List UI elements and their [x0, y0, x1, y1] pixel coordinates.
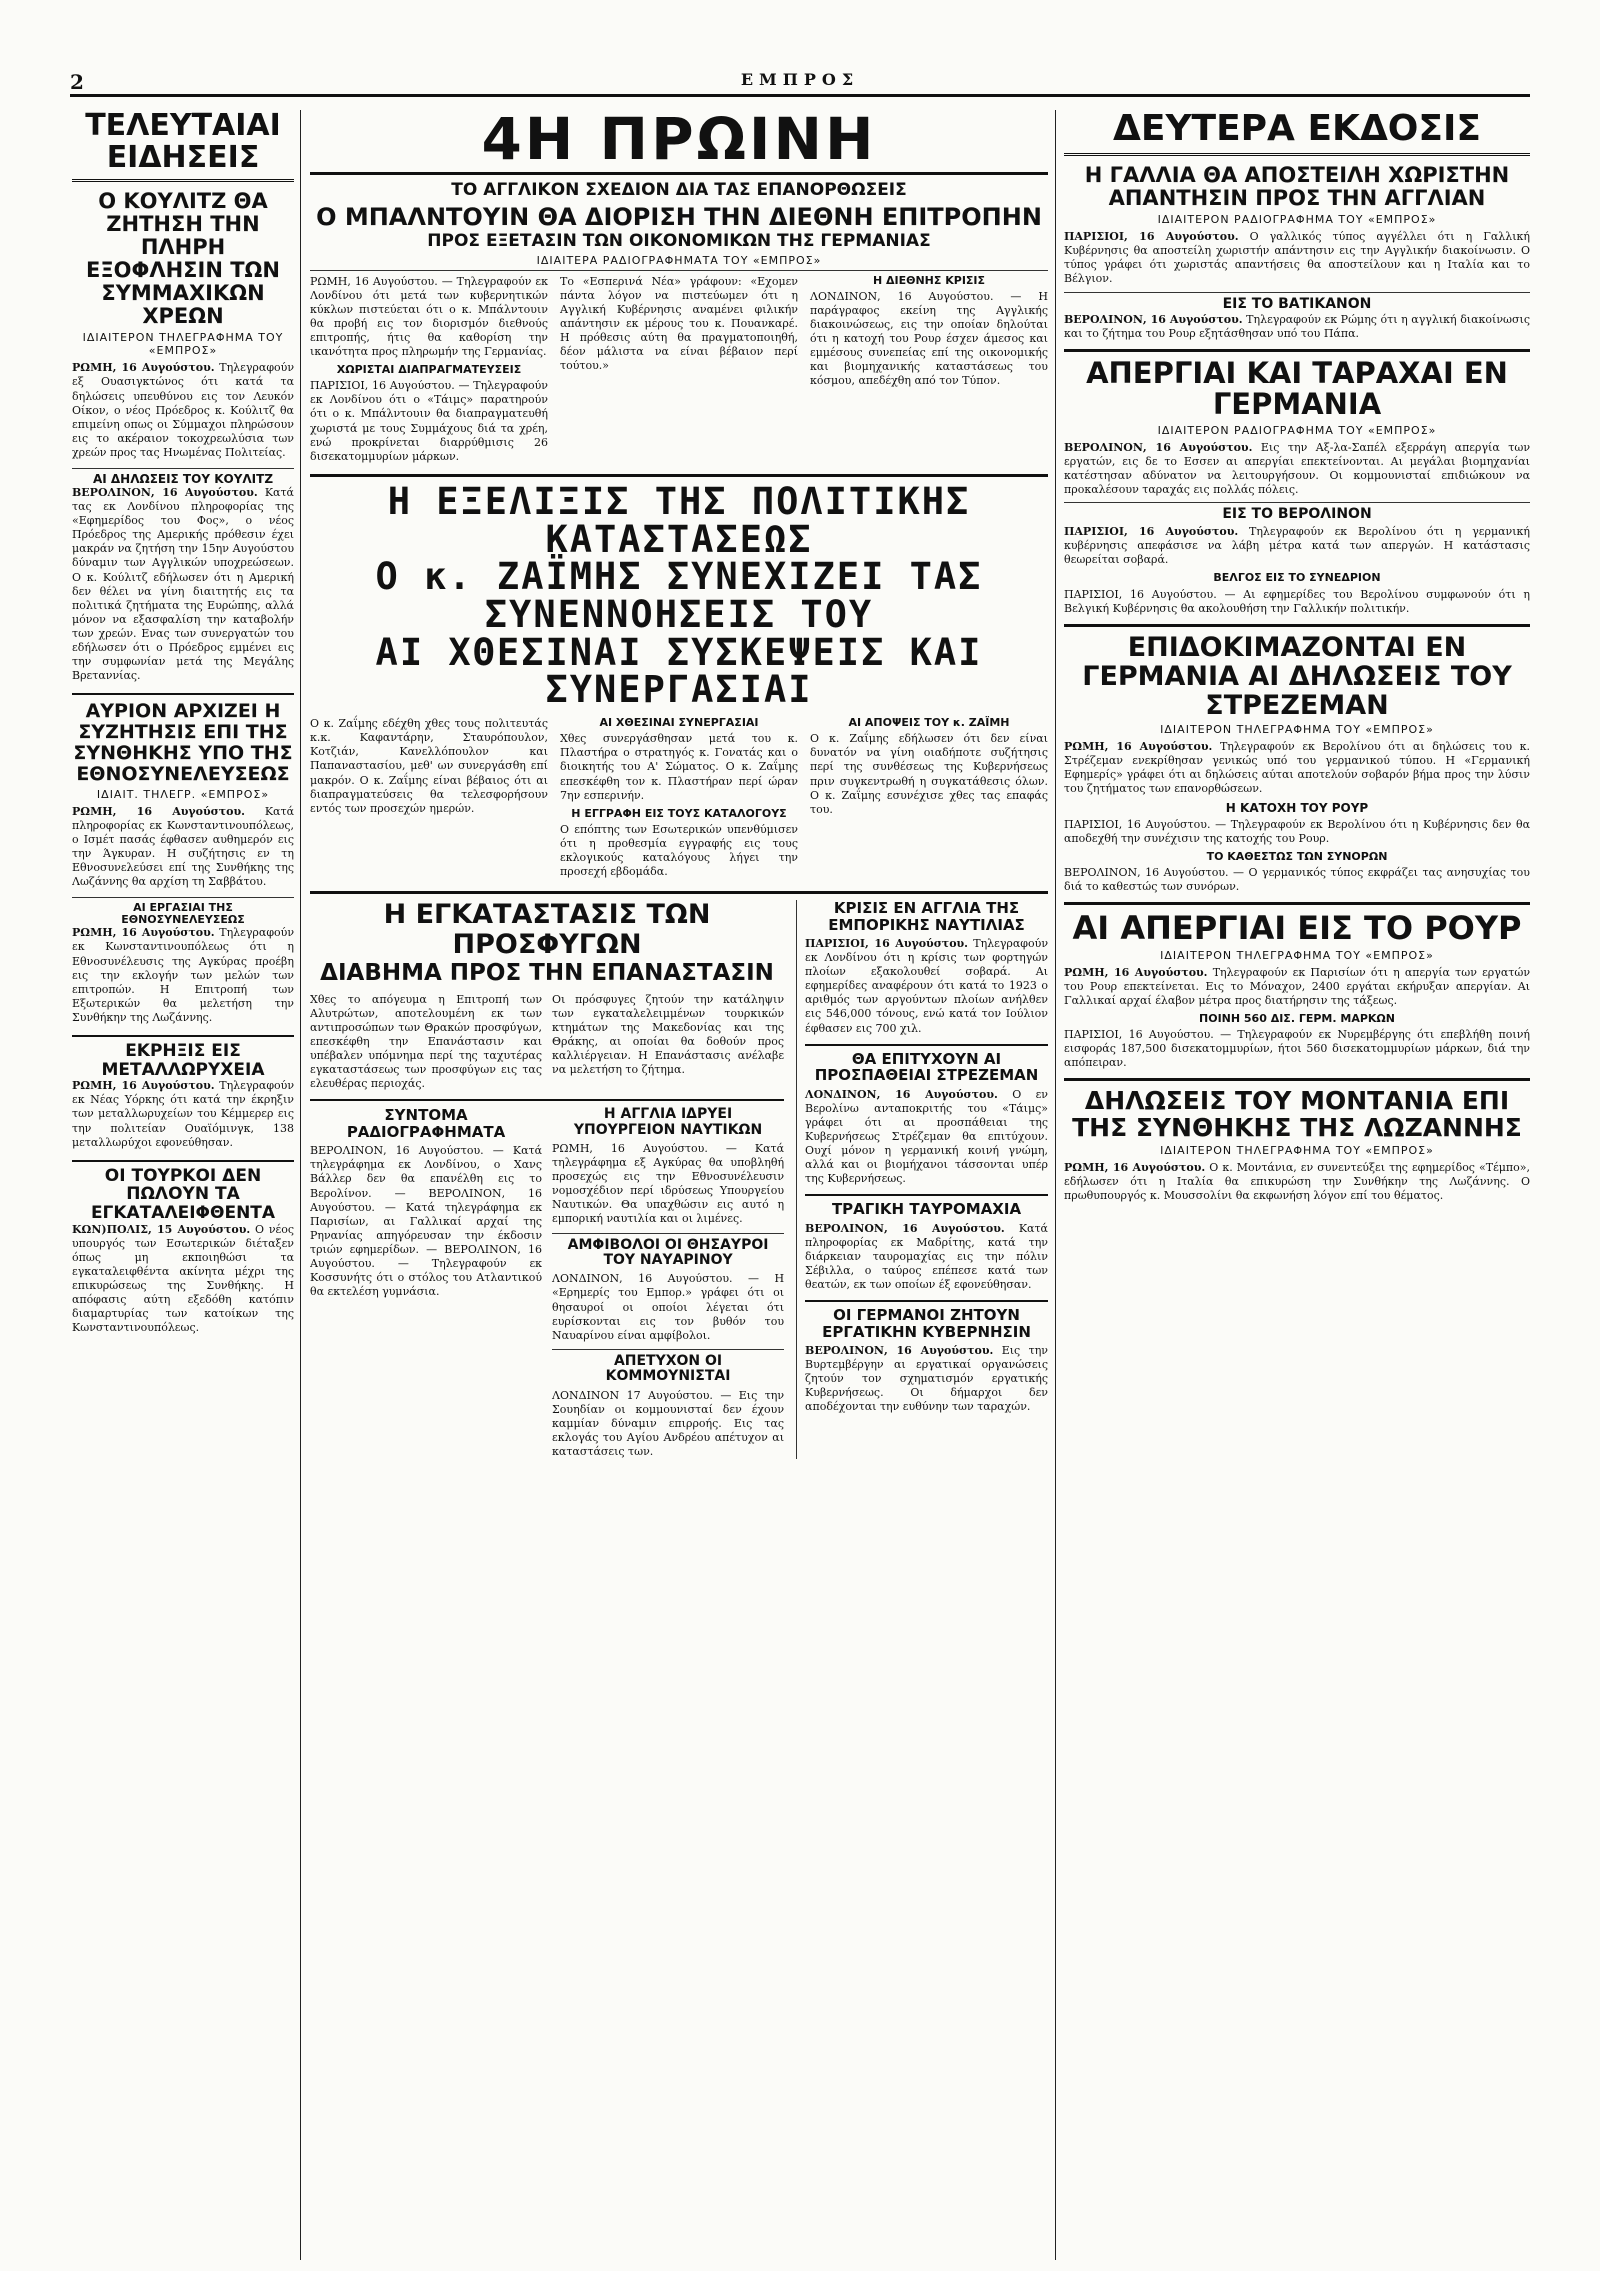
story-body: ΠΑΡΙΣΙΟΙ, 16 Αυγούστου. — Τηλεγραφούν εκ Νυρεμβέργης ότι επεβλήθη ποινή εισφοράς 187,500 δισεκατομμυρίων, ήτοι 560 δισεκατομμυρίων μάρκων, διά την απόπειραν. — [1064, 1027, 1530, 1070]
story-coolidge-statements — [72, 468, 294, 683]
headline: ΕΠΙΔΟΚΙΜΑΖΟΝΤΑΙ ΕΝ ΓΕΡΜΑΝΙΑ ΑΙ ΔΗΛΩΣΕΙΣ ΤΟΥ ΣΤΡΕΖΕΜΑΝ — [1082, 631, 1512, 722]
story-body: ΠΑΡΙΣΙΟΙ, 16 Αυγούστου. — Τηλεγραφούν εκ Λονδίνου ότι ο «Τάιμς» παρατηρούν ότι ο κ. Μπάλντουιν θα διαπραγματευθή χωριστά με τους Συμμάχους διά τα χρέη, ενώ προκρίνεται διαρρύθμισις 26 δισεκατομμυρίων μάρκων. — [310, 379, 548, 463]
story-body: Κατά πληροφορίας εκ Μαδρίτης, κατά την διάρκειαν ταυρομαχίας εις την πόλιν Σέβιλλα, ο ταύρος επέπεσε κατά των θεατών, εκ των οποίων έξ εφονεύθησαν. — [805, 1221, 1048, 1291]
story-stresemann-approval — [1064, 624, 1530, 894]
story-shipping — [805, 900, 1048, 1036]
subhead: ΤΟ ΚΑΘΕΣΤΩΣ ΤΩΝ ΣΥΝΟΡΩΝ — [1206, 849, 1388, 863]
subheading: ΙΔΙΑΙΤΕΡΟΝ ΤΗΛΕΓΡΑΦΗΜΑ ΤΟΥ «ΕΜΠΡΟΣ» — [82, 331, 284, 358]
subheading: ΙΔΙΑΙΤ. ΤΗΛΕΓΡ. «ΕΜΠΡΟΣ» — [96, 787, 270, 801]
story-assembly-work — [72, 897, 294, 1025]
story-body: ΠΑΡΙΣΙΟΙ, 16 Αυγούστου. — Τηλεγραφούν εκ Βερολίνου ότι η Κυβέρνησις δεν θα αποδεχθή την συνέχισιν της κατοχής του Ρουρ. — [1064, 817, 1530, 845]
story-radio — [310, 1107, 542, 1459]
headline: ΑΜΦΙΒΟΛΟΙ ΟΙ ΘΗΣΑΥΡΟΙ ΤΟΥ ΝΑΥΑΡΙΝΟΥ — [567, 1236, 769, 1268]
dateline: ΒΕΡΟΛΙΝΟΝ, 16 Αυγούστου. — [1064, 440, 1253, 454]
story-montagna — [1064, 1078, 1530, 1203]
headline: Η ΓΑΛΛΙΑ ΘΑ ΑΠΟΣΤΕΙΛΗ ΧΩΡΙΣΤΗΝ ΑΠΑΝΤΗΣΙΝ ΠΡΟΣ ΤΗΝ ΑΓΓΛΙΑΝ — [1084, 162, 1510, 210]
subhead: ΑΙ ΧΘΕΣΙΝΑΙ ΣΥΝΕΡΓΑΣΙΑΙ — [599, 716, 759, 730]
subheading: ΙΔΙΑΙΤΕΡΟΝ ΡΑΔΙΟΓΡΑΦΗΜΑ ΤΟΥ «ΕΜΠΡΟΣ» — [1157, 423, 1437, 437]
column-morning-edition — [310, 110, 1048, 2260]
story-body: ΡΩΜΗ, 16 Αυγούστου. — Τηλεγραφούν εκ Λονδίνου ότι μετά των κυβερνητικών κύκλων πιστεύεται ότι ο κ. Μπάλντουιν θα προβή εις τον διορισμόν διεθνούς επιτροπής, ήτις θα καθορίση την ικανότητα προς πληρωμήν της Γερμανίας. — [310, 274, 548, 359]
section-title: ΔΕΥΤΕΡΑ ΕΚΔΟΣΙΣ — [1064, 110, 1530, 156]
subheading: ΙΔΙΑΙΤΕΡΑ ΡΑΔΙΟΓΡΑΦΗΜΑΤΑ ΤΟΥ «ΕΜΠΡΟΣ» — [310, 254, 1048, 271]
story-mine-explosion — [72, 1035, 294, 1150]
story-reparations — [310, 181, 1048, 464]
story-politics — [310, 474, 1048, 879]
story-body: Τηλεγραφούν εκ Βερολίνου ότι αι δηλώσεις του κ. Στρέζεμαν ενεκρίθησαν γενικώς υπό του γερμανικού τύπου. Η «Γερμανική Εφημερίς» γράφει ότι αι δηλώσεις αύται αποτελούν σοβαρόν βήμα προς την λύσιν του ζητήματος των επανορθώσεων. — [1064, 740, 1530, 796]
subhead: ΠΟΙΝΗ 560 ΔΙΣ. ΓΕΡΜ. ΜΑΡΚΩΝ — [1199, 1011, 1395, 1025]
story-treasures — [552, 1233, 784, 1343]
story-body: Ο επόπτης των Εσωτερικών υπενθύμισεν ότι η προθεσμία εγγραφής εις τους εκλογικούς καταλόγους λήγει την προσεχή εβδομάδα. — [560, 822, 798, 879]
headline: ΟΙ ΤΟΥΡΚΟΙ ΔΕΝ ΠΩΛΟΥΝ ΤΑ ΕΓΚΑΤΑΛΕΙΦΘΕΝΤΑ — [72, 1160, 294, 1223]
headline: ΑΠΕΡΓΙΑΙ ΚΑΙ ΤΑΡΑΧΑΙ ΕΝ ΓΕΡΜΑΝΙΑ — [1086, 355, 1508, 422]
lower-left — [310, 900, 784, 1459]
headline: ΑΙ ΔΗΛΩΣΕΙΣ ΤΟΥ ΚΟΥΛΙΤΖ — [72, 468, 294, 486]
story-strikes-germany — [1064, 349, 1530, 616]
story-assembly — [72, 693, 294, 889]
dateline: ΒΕΡΟΛΙΝΟΝ, 16 Αυγούστου. — [72, 486, 258, 500]
story-communists — [552, 1349, 784, 1459]
headline: Ο ΚΟΥΛΙΤΖ ΘΑ ΖΗΤΗΣΗ ΤΗΝ ΠΛΗΡΗ ΕΞΟΦΛΗΣΙΝ ΤΩΝ ΣΥΜΜΑΧΙΚΩΝ ΧΡΕΩΝ — [86, 188, 280, 329]
headline: ΤΡΑΓΙΚΗ ΤΑΥΡΟΜΑΧΙΑ — [831, 1200, 1022, 1219]
dateline: ΡΩΜΗ, 16 Αυγούστου. — [72, 804, 245, 818]
story-ruhr-strikes — [1064, 902, 1530, 1070]
story-body: ΒΕΡΟΛΙΝΟΝ, 16 Αυγούστου. — Ο γερμανικός τύπος εκφράζει τας ανησυχίας του διά το καθεστώς των συνόρων. — [1064, 865, 1530, 894]
lower-section — [310, 891, 1048, 1459]
dateline: ΡΩΜΗ, 16 Αυγούστου. — [1064, 1161, 1206, 1175]
column-latest-news — [72, 110, 294, 2260]
story-coolidge — [72, 190, 294, 460]
story-turks — [72, 1160, 294, 1336]
story-columns — [310, 993, 784, 1092]
story-body: Ο κ. Ζαΐμης εδήλωσεν ότι δεν είναι δυνατόν να γίνη οιαδήποτε συζήτησις περί της συνθέσεως της Κυβερνήσεως πριν συγκεντρωθή η συγκατάθεσις όλων. Ο κ. Ζαΐμης εσυνέχισε χθες τας επαφάς του. — [810, 732, 1048, 816]
subheading: ΙΔΙΑΙΤΕΡΟΝ ΤΗΛΕΓΡΑΦΗΜΑ ΤΟΥ «ΕΜΠΡΟΣ» — [1160, 1144, 1434, 1158]
lower-left-stack — [552, 1107, 784, 1459]
headline: ΔΗΛΩΣΕΙΣ ΤΟΥ ΜΟΝΤΑΝΙΑ ΕΠΙ ΤΗΣ ΣΥΝΘΗΚΗΣ ΤΗΣ ΛΩΖΑΝΝΗΣ — [1072, 1086, 1522, 1143]
column-rule — [1055, 110, 1056, 2260]
dateline: ΚΩΝ)ΠΟΛΙΣ, 15 Αυγούστου. — [72, 1222, 251, 1236]
story-body: ΛΟΝΔΙΝΟΝ 17 Αυγούστου. — Εις την Σουηδίαν οι κομμουνισταί δεν έχουν καμμίαν δύναμιν επιρροής. Εις τας εκλογάς του Αγίου Ανδρέου απέτυχον αι καταστάσεις των. — [552, 1388, 785, 1458]
story-body: ΛΟΝΔΙΝΟΝ, 16 Αυγούστου. — Η «Ερημερίς του Εμπορ.» γράφει ότι οι θησαυροί οι οποίοι λέγεται ότι ευρίσκονται εις τον βυθόν του Ναυαρίνου είναι αμφίβολοι. — [552, 1272, 785, 1342]
headline: ΑΙ ΑΠΕΡΓΙΑΙ ΕΙΣ ΤΟ ΡΟΥΡ — [1072, 909, 1522, 948]
story-body: Τηλεγραφούν εκ Λονδίνου ότι η κρίσις των φορτηγών πλοίων εξακολουθεί σοβαρά. Αι εφημερίδες αναφέρουν ότι κατά το 1923 ο αριθμός των αργούντων πλοίων ανήλθεν εις 546,000 τόνους, ενώ κατά τον Ιούλιον έφθασεν εις 700 χιλ. — [805, 937, 1048, 1035]
masthead — [70, 70, 1530, 97]
story-body: Τηλεγραφούν εκ Νέας Υόρκης ότι κατά την έκρηξιν των μεταλλωρυχείων του Κέμμερερ εις την πολιτείαν Ουαϊόμινγκ, 138 μεταλλωρύχοι εφονεύθησαν. — [72, 1079, 294, 1149]
subhead: ΕΙΣ ΤΟ ΒΕΡΟΛΙΝΟΝ — [1064, 502, 1530, 522]
deck: ΠΡΟΣ ΕΞΕΤΑΣΙΝ ΤΩΝ ΟΙΚΟΝΟΜΙΚΩΝ ΤΗΣ ΓΕΡΜΑΝΙΑΣ — [427, 231, 931, 252]
story-bullfight — [805, 1194, 1048, 1292]
dateline: ΛΟΝΔΙΝΟΝ, 16 Αυγούστου. — [805, 1087, 998, 1101]
story-body: Ο κ. Ζαΐμης εδέχθη χθες τους πολιτευτάς κ.κ. Καφαντάρην, Σταυρόπουλον, Κοτζιάν, Κανελλόπουλον και Παπαναστασίου, μεθ' ων συνεργάσθη επί μακρόν. Ο κ. Ζαΐμης είναι βέβαιος ότι αι διαπραγματεύσεις θα τελεσφορήσουν εντός των προσεχών ημερών. — [310, 717, 548, 815]
story-refugees — [310, 900, 784, 1091]
headline: ΑΙ ΧΘΕΣΙΝΑΙ ΣΥΣΚΕΨΕΙΣ ΚΑΙ ΣΥΝΕΡΓΑΣΙΑΙ — [375, 630, 983, 712]
story-vatican — [1064, 292, 1530, 341]
story-column — [310, 717, 548, 879]
subhead: Η ΕΓΓΡΑΦΗ ΕΙΣ ΤΟΥΣ ΚΑΤΑΛΟΓΟΥΣ — [571, 806, 787, 820]
dateline: ΠΑΡΙΣΙΟΙ, 16 Αυγούστου. — [1064, 230, 1239, 244]
dateline: ΒΕΡΟΛΙΝΟΝ, 16 Αυγούστου. — [1064, 312, 1243, 326]
story-body: Οι πρόσφυγες ζητούν την κατάληψιν των εγκαταλελειμμένων τουρκικών κτημάτων της Μακεδονίας και της Θράκης, αι οποίαι θα δοθούν προς καλλιέργειαν. Η Επανάστασις ανέλαβε να μελετήση το ζήτημα. — [552, 992, 785, 1077]
subhead: Η ΚΑΤΟΧΗ ΤΟΥ ΡΟΥΡ — [1225, 800, 1369, 815]
page-number: 2 — [70, 70, 84, 94]
story-france-reply — [1064, 164, 1530, 287]
story-body: Χθες συνεργάσθησαν μετά του κ. Πλαστήρα ο στρατηγός κ. Γονατάς και ο διοικητής του Α' Σώματος. Ο κ. Ζαΐμης επεσκέφθη τον κ. Πλαστήραν περί ώραν 7ην εσπερινήν. — [560, 732, 798, 802]
story-body: Κατά τας εκ Λονδίνου πληροφορίας της «Εφημερίδος του Φος», ο νέος Πρόεδρος της Αμερικής πρόθεσιν έχει μακράν να ζητήση την 15ην Αυγούστου δύναμιν των Αγγλικών υποχρεώσεων. Ο κ. Κούλιτζ εδήλωσεν ότι η Αμερική δεν θέλει να γίνη διαιτητής εις τα πολιτικά ζητήματα της Ευρώπης, αλλά μόνον να εξασφαλίση την καταβολήν των χρεών. Ενας των συνεργατών του εδήλωσεν ότι ο Πρόεδρος εμμένει εις την συμφωνίαν μετά της Μεγάλης Βρεταννίας. — [72, 486, 294, 683]
dateline: ΒΕΡΟΛΙΝΟΝ, 16 Αυγούστου. — [805, 1221, 1005, 1235]
story-body: Ο κ. Μοντάνια, εν συνεντεύξει της εφημερίδος «Τέμπο», εδήλωσεν ότι η Ιταλία θα επικυρώση την Συνθήκην της Λωζάννης. Ο πρωθυπουργός κ. Μουσσολίνι θα εκφωνήση λόγον επί του θέματος. — [1064, 1161, 1530, 1203]
story-body: Εις την Βυρτεμβέργην αι εργατικαί οργανώσεις ζητούν τον σχηματισμόν εργατικής Κυβερνήσεως. Οι δήμαρχοι δεν αποδέχονται την ευθύνην των ταραχών. — [805, 1344, 1048, 1414]
story-body: Το «Εσπερινά Νέα» γράφουν: «Εχομεν πάντα λόγον να πιστεύωμεν ότι η Αγγλική Κυβέρνησις αναμένει φιλικήν απάντησιν εκ μέρους του κ. Πουανκαρέ. Η πρόθεσις αύτη θα πραγματοποιηθή, δέον μάλιστα να είναι βέβαιον περί τούτου.» — [560, 274, 798, 373]
headline: ΘΑ ΕΠΙΤΥΧΟΥΝ ΑΙ ΠΡΟΣΠΑΘΕΙΑΙ ΣΤΡΕΖΕΜΑΝ — [814, 1049, 1039, 1085]
dateline: ΡΩΜΗ, 16 Αυγούστου. — [72, 926, 215, 940]
headline: ΑΙ ΕΡΓΑΣΙΑΙ ΤΗΣ ΕΘΝΟΣΥΝΕΛΕΥΣΕΩΣ — [72, 897, 294, 926]
story-body: ΒΕΡΟΛΙΝΟΝ, 16 Αυγούστου. — Κατά τηλεγράφημα εκ Λονδίνου, ο Χανς Βάλλερ δεν θα επανέλθη εις το Βερολίνον. — ΒΕΡΟΛΙΝΟΝ, 16 Αυγούστου. — Κατά τηλεγράφημα εκ Παρισίων, αι Γαλλικαί αρχαί της Ρηνανίας απηγόρευσαν την έκδοσιν τριών εφημερίδων. — ΒΕΡΟΛΙΝΟΝ, 16 Αυγούστου. — Τηλεγραφούν εκ Κοσσυνήτς ότι ο στόλος του Ατλαντικού θα εκτελέση γυμνάσια. — [310, 1144, 543, 1299]
kicker: ΤΟ ΑΓΓΛΙΚΟΝ ΣΧΕΔΙΟΝ ΔΙΑ ΤΑΣ ΕΠΑΝΟΡΘΩΣΕΙΣ — [451, 180, 907, 200]
headline: Η ΕΞΕΛΙΞΙΣ ΤΗΣ ΠΟΛΙΤΙΚΗΣ ΚΑΤΑΣΤΑΣΕΩΣ — [387, 479, 971, 561]
headline: Η ΕΓΚΑΤΑΣΤΑΣΙΣ ΤΩΝ ΠΡΟΣΦΥΓΩΝ — [383, 899, 711, 960]
dateline: ΒΕΡΟΛΙΝΟΝ, 16 Αυγούστου. — [805, 1344, 994, 1358]
headline: ΑΠΕΤΥΧΟΝ ΟΙ ΚΟΜΜΟΥΝΙΣΤΑΙ — [605, 1352, 731, 1385]
story-body: Εις την Αξ-λα-Σαπέλ εξερράγη απεργία των εργατών, εις δε το Εσσεν αι απεργίαι επεκτείνονται. Αι μεγάλαι βιομηχανίαι κατέστησαν αδύνατον να λειτουργήσουν. Οι κομμουνισταί επιδιώκουν να προκαλέσουν ταραχάς εις πολλάς πόλεις. — [1064, 440, 1530, 496]
column-second-edition — [1064, 110, 1530, 2260]
story-body: Τηλεγραφούν εξ Ουασιγκτώνος ότι κατά τα δηλώσεις υπευθύνου εις τον Λευκόν Οίκον, ο νέος Πρόεδρος κ. Κούλιτζ θα επιμείνη οπως οι Σύμμαχοι πληρώσουν εις το ακέραιον τοκοχρεωλύσια των χρεών προς τας Ηνωμένας Πολιτείας. — [72, 361, 294, 459]
story-body: Τηλεγραφούν εκ Ρώμης ότι η αγγλική διακοίνωσις και το ζήτημα του Ρουρ εξητάσθησαν υπό του Πάπα. — [1064, 312, 1530, 340]
subhead: ΒΕΛΓΟΣ ΕΙΣ ΤΟ ΣΥΝΕΔΡΙΟΝ — [1213, 571, 1381, 585]
subhead: ΑΙ ΑΠΟΨΕΙΣ ΤΟΥ κ. ΖΑΪΜΗ — [848, 716, 1010, 730]
dateline: ΠΑΡΙΣΙΟΙ, 16 Αυγούστου. — [1064, 525, 1239, 539]
headline: ΟΙ ΓΕΡΜΑΝΟΙ ΖΗΤΟΥΝ ΕΡΓΑΤΙΚΗΝ ΚΥΒΕΡΝΗΣΙΝ — [822, 1306, 1031, 1341]
subheading: ΙΔΙΑΙΤΕΡΟΝ ΡΑΔΙΟΓΡΑΦΗΜΑ ΤΟΥ «ΕΜΠΡΟΣ» — [1157, 213, 1437, 227]
section-title: ΤΕΛΕΥΤΑΙΑΙ ΕΙΔΗΣΕΙΣ — [72, 110, 294, 182]
story-columns — [310, 275, 1048, 464]
story-body: ΛΟΝΔΙΝΟΝ, 16 Αυγούστου. — Η παράγραφος εκείνη της Αγγλικής διακοινώσεως, εις την οποίαν δηλούται ότι η κατοχή του Ρουρ έσχεν άμεσος και εμμέσους συνεπείας επί της οικονομικής και βιομηχανικής καταστάσεως του κόσμου, απεδέχθη από τον Τύπον. — [810, 289, 1048, 388]
story-body: ΠΑΡΙΣΙΟΙ, 16 Αυγούστου. — Αι εφημερίδες του Βερολίνου συμφωνούν ότι η Βελγική Κυβέρνησις θα ακολουθήση την Γαλλικήν πολιτικήν. — [1064, 587, 1530, 615]
headline: Η ΑΓΓΛΙΑ ΙΔΡΥΕΙ ΥΠΟΥΡΓΕΙΟΝ ΝΑΥΤΙΚΩΝ — [573, 1106, 763, 1138]
headline: ΣΥΝΤΟΜΑ ΡΑΔΙΟΓΡΑΦΗΜΑΤΑ — [346, 1106, 506, 1141]
lower-left-columns — [310, 1099, 784, 1459]
story-body: Ο νέος υπουργός των Εσωτερικών διέταξεν όπως μη εκποιηθώσι τα εγκαταλειφθέντα ακίνητα μέχρι της επικυρώσεως της Συνθήκης. Η απόφασις αύτη εξεδόθη κατόπιν διαμαρτυρίας των κατοίκων της Κωνσταντινουπόλεως. — [72, 1222, 294, 1335]
paper-name: ΕΜΠΡΟΣ — [740, 70, 860, 89]
story-body: Χθες το απόγευμα η Επιτροπή των Αλυτρώτων, αποτελουμένη εκ των αντιπροσώπων των Θρακών προσφύγων, επεσκέφθη την Επανάστασιν και υπέβαλεν υπόμνημα περί της ταχυτέρας εγκαταστάσεως των προσφύγων εις τας ελευθέρας περιοχάς. — [310, 992, 543, 1091]
subheading: ΙΔΙΑΙΤΕΡΟΝ ΤΗΛΕΓΡΑΦΗΜΑ ΤΟΥ «ΕΜΠΡΟΣ» — [1160, 723, 1434, 737]
subheading: ΙΔΙΑΙΤΕΡΟΝ ΤΗΛΕΓΡΑΦΗΜΑ ΤΟΥ «ΕΜΠΡΟΣ» — [1160, 948, 1434, 962]
story-stresemann-efforts — [805, 1044, 1048, 1187]
lower-right — [796, 900, 1048, 1459]
story-ministry — [552, 1107, 784, 1226]
headline: ΑΥΡΙΟΝ ΑΡΧΙΖΕΙ Η ΣΥΖΗΤΗΣΙΣ ΕΠΙ ΤΗΣ ΣΥΝΘΗΚΗΣ ΥΠΟ ΤΗΣ ΕΘΝΟΣΥΝΕΛΕΥΣΕΩΣ — [72, 693, 294, 785]
story-body: Τηλεγραφούν εκ Βερολίνου ότι η γερμανική κυβέρνησις απεφάσισε να λάβη μέτρα κατά των απεργών. Η κατάστασις θεωρείται σοβαρά. — [1064, 525, 1530, 567]
headline: Ο κ. ΖΑΪΜΗΣ ΣΥΝΕΧΙΖΕΙ ΤΑΣ ΣΥΝΕΝΝΟΗΣΕΙΣ ΤΟΥ — [375, 555, 983, 636]
headline: ΕΚΡΗΞΙΣ ΕΙΣ ΜΕΤΑΛΛΩΡΥΧΕΙΑ — [72, 1035, 294, 1079]
story-column — [810, 717, 1048, 879]
banner: 4Η ΠΡΩΙΝΗ — [310, 110, 1048, 175]
story-body: Τηλεγραφούν εκ Παρισίων ότι η απεργία των εργατών του Ρουρ επεκτείνεται. Εις το Μόναχον, 2400 εργάται εκήρυξαν απεργίαν. Αι Γαλλικαί αρχαί έλαβον μέτρα προς διατήρησιν της τάξεως. — [1064, 965, 1530, 1007]
subhead: Η ΔΙΕΘΝΗΣ ΚΡΙΣΙΣ — [872, 273, 986, 287]
dateline: ΡΩΜΗ, 16 Αυγούστου. — [72, 361, 215, 375]
headline: ΕΙΣ ΤΟ ΒΑΤΙΚΑΝΟΝ — [1222, 296, 1372, 313]
story-body: Τηλεγραφούν εκ Κωνσταντινουπόλεως ότι η Εθνοσυνέλευσις της Αγκύρας προέβη εις την εκλογήν των μελών των επιτροπών. Η Επιτροπή των Εξωτερικών θα μελετήση την Συνθήκην της Λωζάννης. — [72, 926, 294, 1024]
story-body: ΡΩΜΗ, 16 Αυγούστου. — Κατά τηλεγράφημα εξ Αγκύρας θα υποβληθή προσεχώς εις την Εθνοσυνέλευσιν νομοσχέδιον περί ιδρύσεως Υπουργείου Ναυτικών. Θα υπαχθώσιν εις αυτό η εμπορική ναυτιλία και οι λιμένες. — [552, 1142, 785, 1226]
dateline: ΡΩΜΗ, 16 Αυγούστου. — [1064, 965, 1208, 979]
deck: ΔΙΑΒΗΜΑ ΠΡΟΣ ΤΗΝ ΕΠΑΝΑΣΤΑΣΙΝ — [320, 960, 774, 987]
story-body: Ο γαλλικός τύπος αγγέλλει ότι η Γαλλική Κυβέρνησις θα αποστείλη χωριστήν απάντησιν εις την Αγγλικήν διακοίνωσιν. Ο τύπος γράφει ότι χωριστάς απαντήσεις θα αποστείλουν και η Ιταλία και το Βέλγιον. — [1064, 230, 1530, 286]
subhead: ΧΩΡΙΣΤΑΙ ΔΙΑΠΡΑΓΜΑΤΕΥΣΕΙΣ — [336, 363, 522, 377]
story-body: Ο εν Βερολίνω ανταποκριτής του «Τάιμς» γράφει ότι αι προσπάθειαι της Κυβερνήσεως Στρέζεμαν θα επιτύχουν. Ουχί μόνον η γερμανική κοινή γνώμη, αλλά και οι βιομήχανοι τάσσονται υπέρ της Κυβερνήσεως. — [805, 1087, 1048, 1186]
story-body: Κατά πληροφορίας εκ Κωνσταντινουπόλεως, ο Ισμέτ πασάς έφθασεν αυθημερόν εις την Άγκυραν. Η συζήτησις εν τη Εθνοσυνελεύσει επί της Συνθήκης της Λωζάννης θα αρχίση τη Σαββάτου. — [72, 804, 294, 889]
story-column — [310, 275, 548, 464]
story-column — [560, 717, 798, 879]
story-column — [810, 275, 1048, 464]
headline: Ο ΜΠΑΛΝΤΟΥΙΝ ΘΑ ΔΙΟΡΙΣΗ ΤΗΝ ΔΙΕΘΝΗ ΕΠΙΤΡΟΠΗΝ — [316, 202, 1042, 231]
story-labor-government — [805, 1300, 1048, 1414]
story-column — [560, 275, 798, 464]
column-rule — [300, 110, 301, 2260]
story-columns — [310, 717, 1048, 879]
headline: ΚΡΙΣΙΣ ΕΝ ΑΓΓΛΙΑ ΤΗΣ ΕΜΠΟΡΙΚΗΣ ΝΑΥΤΙΛΙΑΣ — [828, 899, 1025, 934]
dateline: ΡΩΜΗ, 16 Αυγούστου. — [1064, 740, 1213, 754]
dateline: ΠΑΡΙΣΙΟΙ, 16 Αυγούστου. — [805, 937, 968, 951]
dateline: ΡΩΜΗ, 16 Αυγούστου. — [72, 1079, 215, 1093]
